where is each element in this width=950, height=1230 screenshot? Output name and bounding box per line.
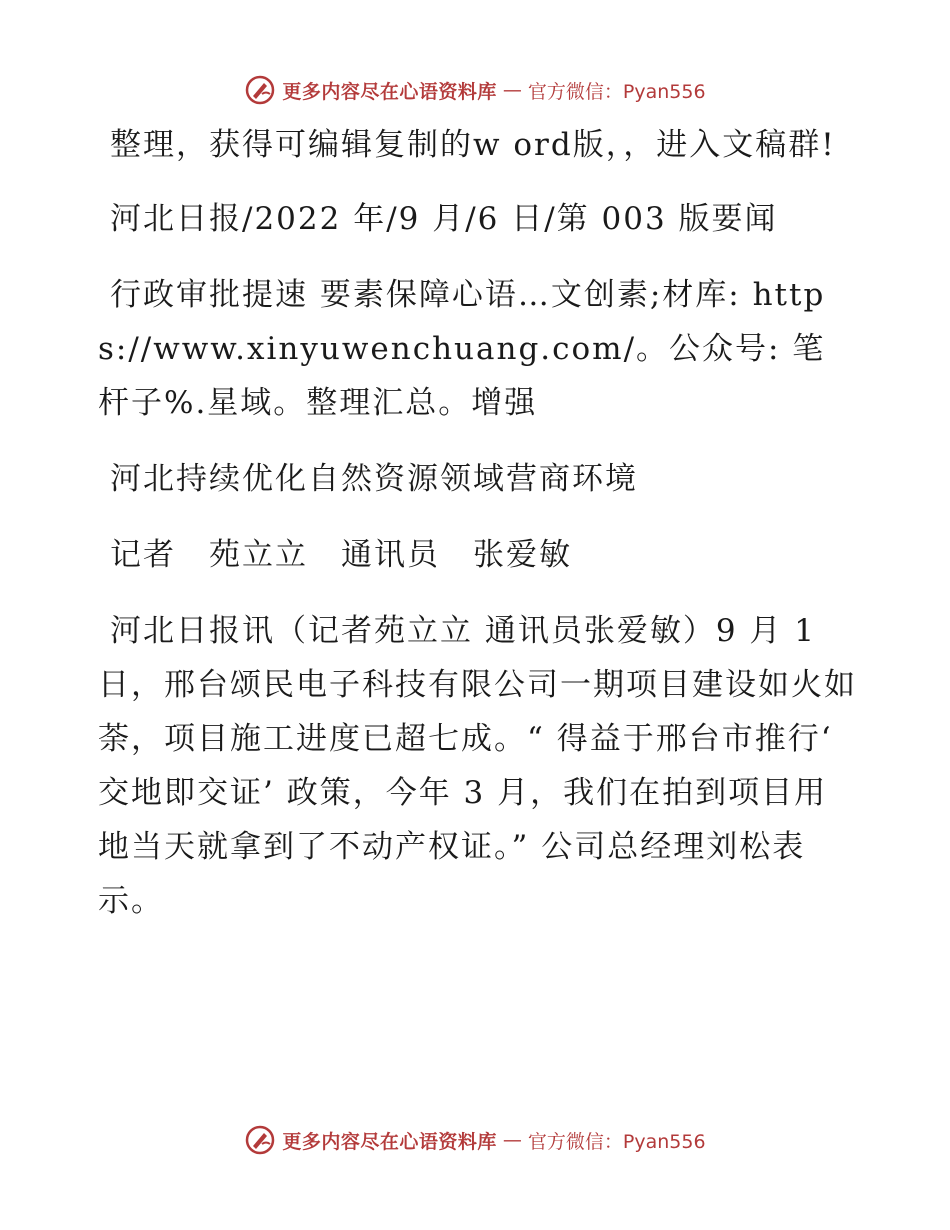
watermark-contact-text: 官方微信：Pyan556 [527,80,706,103]
byline: 记者 苑立立 通讯员 张爱敏 [110,537,572,573]
library-logo-icon [244,1124,276,1156]
watermark-dash: — [502,79,522,101]
watermark-dash: — [502,1129,522,1151]
library-logo-icon [244,74,276,106]
footer-watermark [0,1120,950,1160]
body-paragraph: 河北日报讯（记者苑立立 通讯员张爱敏）9 月 1 日，邢台颂民电子科技有限公司一期项目建设如火如荼，项目施工进度已超七成。“ 得益于邢台市推行‘ 交地即交证’ 政策，今年 3 月，我们在拍到项目用地当天就拿到了不动产权证。” 公司总经理刘松表示。 [98,613,857,919]
headline-paragraph: 行政审批提速 要素保障心语…文创素;材库: https://www.xinyuwenchuang.com/。公众号: 笔杆子%.星域。整理汇总。增强 [98,277,826,421]
article-title: 河北持续优化自然资源领域营商环境 [110,461,638,497]
watermark-site-text: 更多内容尽在心语资料库 [282,80,497,103]
watermark-site-text: 更多内容尽在心语资料库 [282,1130,497,1153]
source-line: 河北日报/2022 年/9 月/6 日/第 003 版要闻 [110,201,778,237]
document-body [98,118,858,950]
watermark-contact-text: 官方微信：Pyan556 [527,1130,706,1153]
header-watermark [0,70,950,110]
intro-paragraph: 整理，获得可编辑复制的w ord版，，进入文稿群! [110,127,836,163]
